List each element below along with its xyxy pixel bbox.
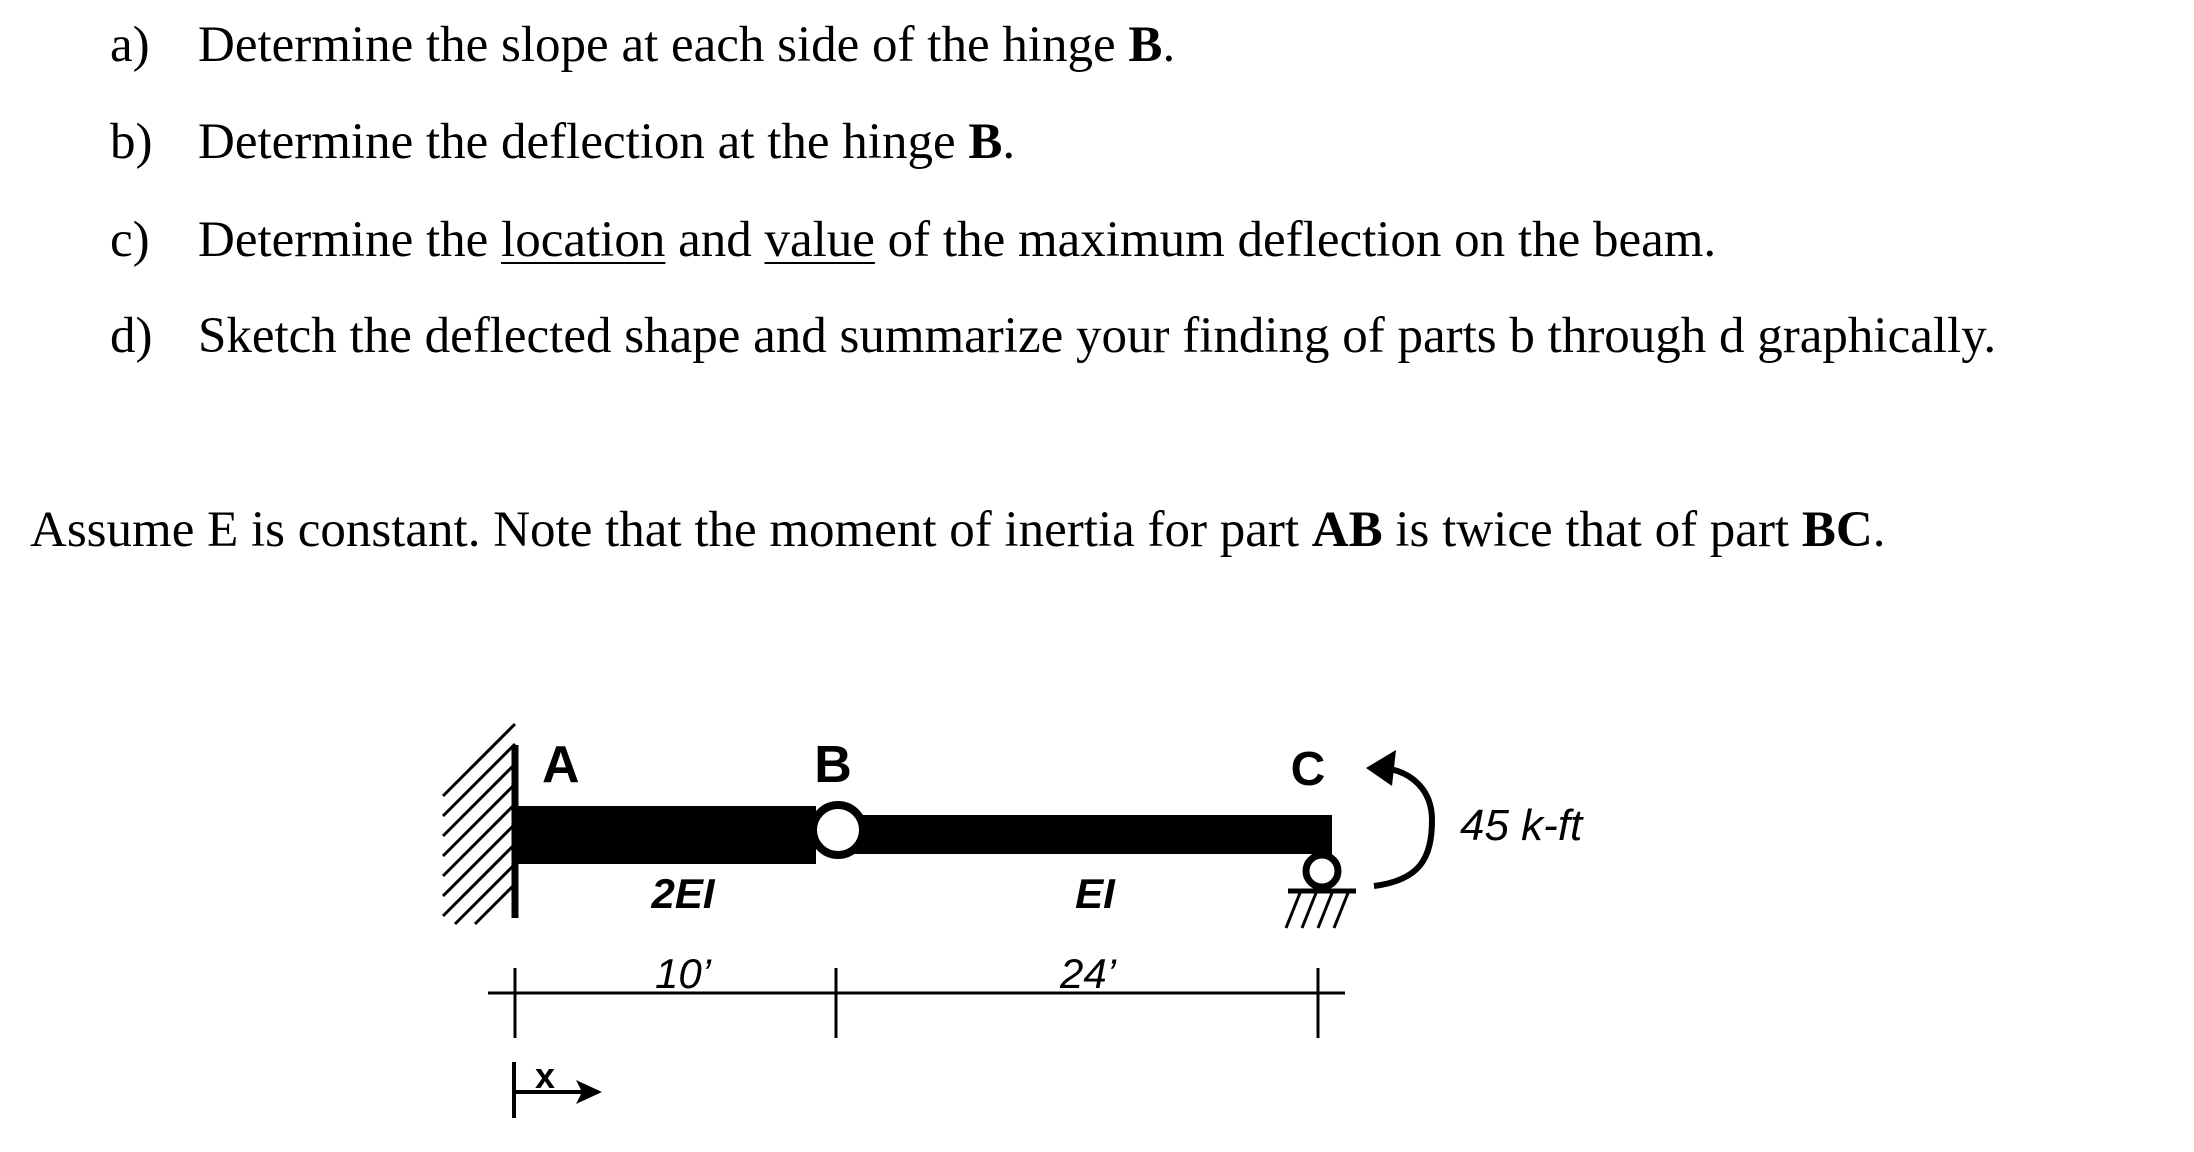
moment-arrowhead-icon [1366, 750, 1396, 786]
question-c: c) Determine the location and value of the maximum deflection on the beam. [110, 212, 1717, 268]
dimension-line [488, 968, 1345, 1038]
question-b: b) Determine the deflection at the hinge B. [110, 114, 1016, 170]
underlined-term: value [764, 212, 875, 268]
question-text: Determine the [198, 212, 502, 268]
bold-term: B [968, 114, 1003, 170]
ground-hatch [1286, 893, 1348, 928]
beam-segment-bc [845, 815, 1332, 854]
question-label: d) [110, 308, 153, 364]
x-axis-label: x [534, 1055, 556, 1096]
point-label-b: B [814, 736, 852, 794]
point-label-c: C [1290, 743, 1326, 796]
question-a: a) Determine the slope at each side of the hinge B. [110, 17, 1176, 73]
assumption-note: Assume E is constant. Note that the moment of inertia for part AB is twice that of part BC. [30, 502, 1886, 558]
question-label: c) [110, 212, 150, 268]
moment-arrow-icon [1374, 768, 1432, 886]
dimension-label-ab: 10’ [654, 950, 712, 997]
underlined-term: location [501, 212, 666, 268]
bold-term: B [1128, 17, 1163, 73]
roller-support-c [1306, 855, 1338, 887]
stiffness-label-ab: 2EI [651, 870, 715, 917]
question-text: Sketch the deflected shape and summarize your finding of parts b through d graphically. [198, 308, 1997, 364]
stiffness-label-bc: EI [1075, 870, 1115, 917]
hinge-b [813, 805, 863, 855]
bold-term: AB [1311, 502, 1383, 558]
moment-label: 45 k-ft [1460, 801, 1583, 850]
fixed-support-hatch [443, 724, 515, 924]
dimension-label-bc: 24’ [1059, 950, 1117, 997]
question-label: b) [110, 114, 153, 170]
bold-term: BC [1801, 502, 1873, 558]
question-label: a) [110, 17, 150, 73]
point-label-a: A [542, 736, 580, 794]
beam-segment-ab [512, 806, 816, 864]
question-text: Determine the deflection at the hinge [198, 114, 969, 170]
question-text: Determine the slope at each side of the hinge [198, 17, 1129, 73]
